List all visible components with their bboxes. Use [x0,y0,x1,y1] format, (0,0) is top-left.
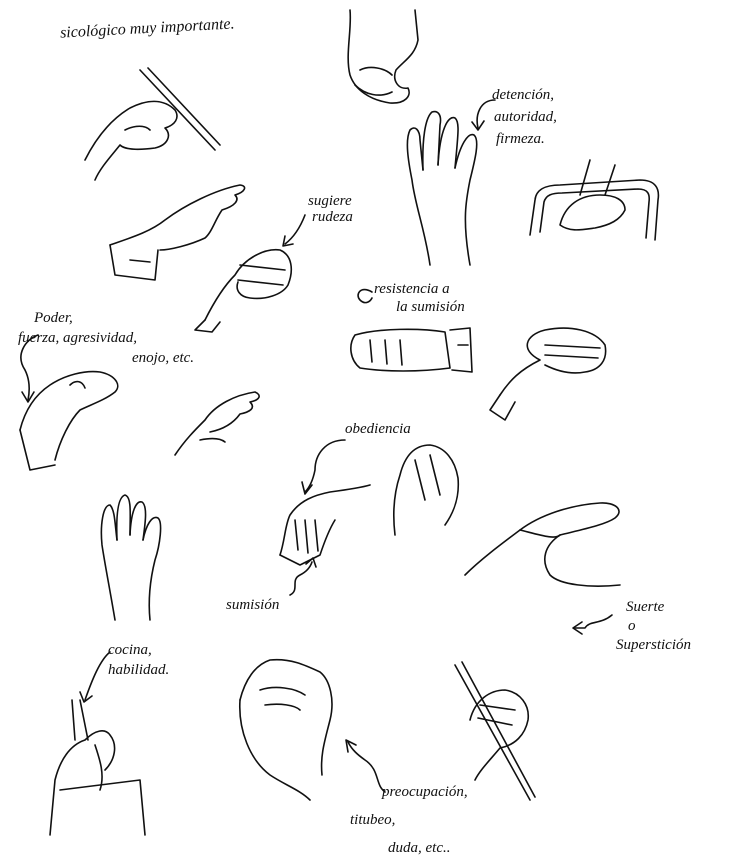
label-line: duda, etc.. [388,840,451,856]
arrow-cocina [80,652,110,702]
label-line: habilidad. [108,662,170,678]
hand-sketch-scissors [50,700,145,835]
label-line: Suerte [626,599,665,615]
hand-sketch-open-upright [101,495,160,620]
hand-sketch-rough-grip [195,250,291,332]
label-line: autoridad, [494,109,557,125]
label-line: fuerza, agresividad, [18,330,138,346]
hand-sketch-cupped [394,445,459,535]
label-line: obediencia [345,421,411,437]
hand-sketch-reclined [175,392,259,455]
label-line: titubeo, [350,812,396,828]
hand-sketch-pointing-left [110,185,245,280]
label-line: detención, [492,87,555,103]
label-suerte [616,598,691,655]
label-resistencia [374,280,465,316]
label-rudeza [308,193,353,225]
hand-sketch-power-fist [20,372,118,470]
top-note-line: sicológico muy importante. [59,15,235,42]
hand-sketch-clasped [490,328,606,420]
arrow-rudeza [283,215,305,246]
hand-sketch-pen [85,68,220,180]
label-line: enojo, etc. [132,350,195,366]
hand-sketch-obedient [280,485,370,565]
hand-sketch-flat [465,503,620,586]
label-line: rudeza [312,209,353,225]
arrow-obediencia [302,440,345,494]
label-line: Poder, [34,310,73,326]
hand-sketch-holding-top [348,10,418,103]
label-detencion [492,84,557,150]
hand-sketch-gripping-handle [530,160,658,240]
arrow-suerte [573,615,612,634]
label-line: firmeza. [496,131,545,147]
label-preocupacion [350,778,468,862]
hand-sketch-jaw [240,660,332,800]
label-line: Superstición [616,637,691,653]
label-line: resistencia a [374,281,450,297]
label-line: o [628,618,636,634]
label-line: cocina, [108,642,152,658]
label-line: preocupación, [382,784,468,800]
label-poder [18,308,194,368]
label-sumision [226,596,279,614]
label-line: sugiere [308,193,352,209]
label-line: la sumisión [396,299,465,315]
hand-sketch-horizontal-fist [351,328,472,372]
arrow-resistencia [358,290,372,303]
label-line: sumisión [226,597,280,613]
label-obediencia [345,420,411,438]
hand-sketch-open-raised [407,112,476,265]
label-cocina [108,640,169,680]
